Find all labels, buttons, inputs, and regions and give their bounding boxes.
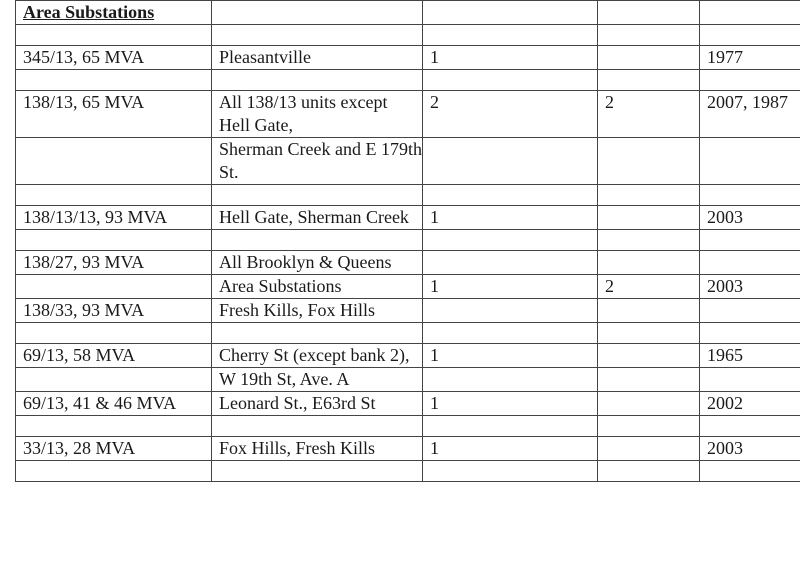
location-cell: Pleasantville: [212, 46, 423, 70]
table-cell: [700, 1, 800, 25]
count-cell: 1: [423, 437, 598, 461]
table-row: [16, 368, 800, 392]
table-cell: [16, 25, 212, 46]
count-cell: 2: [423, 91, 598, 138]
year-cell: 2003: [700, 275, 800, 299]
year-cell: [700, 368, 800, 392]
count-cell: 1: [423, 46, 598, 70]
spare-cell: [598, 46, 700, 70]
rating-cell: 138/33, 93 MVA: [16, 299, 212, 323]
spare-cell: [598, 368, 700, 392]
table-row: [16, 91, 800, 138]
year-cell: [700, 299, 800, 323]
table-cell: [212, 230, 423, 251]
count-cell: [423, 251, 598, 275]
rating-cell: 138/13, 65 MVA: [16, 91, 212, 138]
table-cell: [16, 70, 212, 91]
location-cell: Area Substations: [212, 275, 423, 299]
spare-cell: [598, 251, 700, 275]
spare-cell: [598, 206, 700, 230]
count-cell: 1: [423, 392, 598, 416]
table-row: [16, 344, 800, 368]
year-cell: 2003: [700, 206, 800, 230]
table-row-heading: [16, 1, 800, 25]
location-cell: Hell Gate, Sherman Creek: [212, 206, 423, 230]
table-cell: [700, 25, 800, 46]
table-cell: [700, 416, 800, 437]
location-cell: Sherman Creek and E 179th St.: [212, 138, 423, 185]
spacer-row: [16, 185, 800, 206]
location-cell: Cherry St (except bank 2),: [212, 344, 423, 368]
rating-cell: 138/13/13, 93 MVA: [16, 206, 212, 230]
location-cell: All Brooklyn & Queens: [212, 251, 423, 275]
rating-cell: 138/27, 93 MVA: [16, 251, 212, 275]
count-cell: 1: [423, 206, 598, 230]
table-cell: [700, 230, 800, 251]
table-row: [16, 392, 800, 416]
substation-table: [15, 0, 800, 482]
table-row: [16, 46, 800, 70]
spacer-row: [16, 416, 800, 437]
table-cell: [16, 416, 212, 437]
table-row: [16, 138, 800, 185]
location-cell: Leonard St., E63rd St: [212, 392, 423, 416]
table-cell: [212, 70, 423, 91]
table-cell: [423, 70, 598, 91]
table-cell: [598, 1, 700, 25]
table-cell: [598, 461, 700, 482]
table-cell: [700, 185, 800, 206]
spacer-row: [16, 70, 800, 91]
table-cell: [423, 323, 598, 344]
spacer-row: [16, 461, 800, 482]
spacer-row: [16, 230, 800, 251]
table-cell: [700, 323, 800, 344]
table-cell: [423, 1, 598, 25]
spacer-row: [16, 25, 800, 46]
table-cell: [212, 1, 423, 25]
location-cell: Fox Hills, Fresh Kills: [212, 437, 423, 461]
table-row: [16, 206, 800, 230]
table-cell: [423, 185, 598, 206]
spare-cell: [598, 299, 700, 323]
year-cell: [700, 251, 800, 275]
spacer-row: [16, 323, 800, 344]
table-cell: [598, 185, 700, 206]
table-cell: [598, 416, 700, 437]
table-cell: [598, 70, 700, 91]
table-cell: [598, 230, 700, 251]
table-cell: [16, 323, 212, 344]
section-heading: Area Substations: [16, 1, 212, 25]
year-cell: 1977: [700, 46, 800, 70]
year-cell: [700, 138, 800, 185]
table-cell: [212, 416, 423, 437]
count-cell: [423, 299, 598, 323]
table-cell: [16, 461, 212, 482]
rating-cell: 69/13, 58 MVA: [16, 344, 212, 368]
year-cell: 2002: [700, 392, 800, 416]
table-cell: [598, 25, 700, 46]
spare-cell: [598, 344, 700, 368]
table-cell: [212, 185, 423, 206]
table-cell: [16, 230, 212, 251]
table-cell: [16, 185, 212, 206]
rating-cell: 33/13, 28 MVA: [16, 437, 212, 461]
table-row: [16, 437, 800, 461]
spare-cell: 2: [598, 275, 700, 299]
table-row: [16, 299, 800, 323]
table-cell: [700, 70, 800, 91]
count-cell: 1: [423, 344, 598, 368]
location-cell: All 138/13 units except Hell Gate,: [212, 91, 423, 138]
rating-cell: [16, 368, 212, 392]
location-cell: Fresh Kills, Fox Hills: [212, 299, 423, 323]
rating-cell: [16, 138, 212, 185]
table-cell: [423, 230, 598, 251]
table-row: [16, 251, 800, 275]
count-cell: [423, 368, 598, 392]
year-cell: 2003: [700, 437, 800, 461]
year-cell: 2007, 1987: [700, 91, 800, 138]
table-cell: [598, 323, 700, 344]
count-cell: [423, 138, 598, 185]
table-row: [16, 275, 800, 299]
table-cell: [423, 461, 598, 482]
spare-cell: [598, 437, 700, 461]
spare-cell: [598, 138, 700, 185]
count-cell: 1: [423, 275, 598, 299]
table-cell: [212, 323, 423, 344]
rating-cell: [16, 275, 212, 299]
year-cell: 1965: [700, 344, 800, 368]
rating-cell: 345/13, 65 MVA: [16, 46, 212, 70]
spare-cell: [598, 392, 700, 416]
table-cell: [423, 25, 598, 46]
rating-cell: 69/13, 41 & 46 MVA: [16, 392, 212, 416]
table-cell: [423, 416, 598, 437]
table-cell: [212, 461, 423, 482]
table-cell: [212, 25, 423, 46]
location-cell: W 19th St, Ave. A: [212, 368, 423, 392]
spare-cell: 2: [598, 91, 700, 138]
table-cell: [700, 461, 800, 482]
